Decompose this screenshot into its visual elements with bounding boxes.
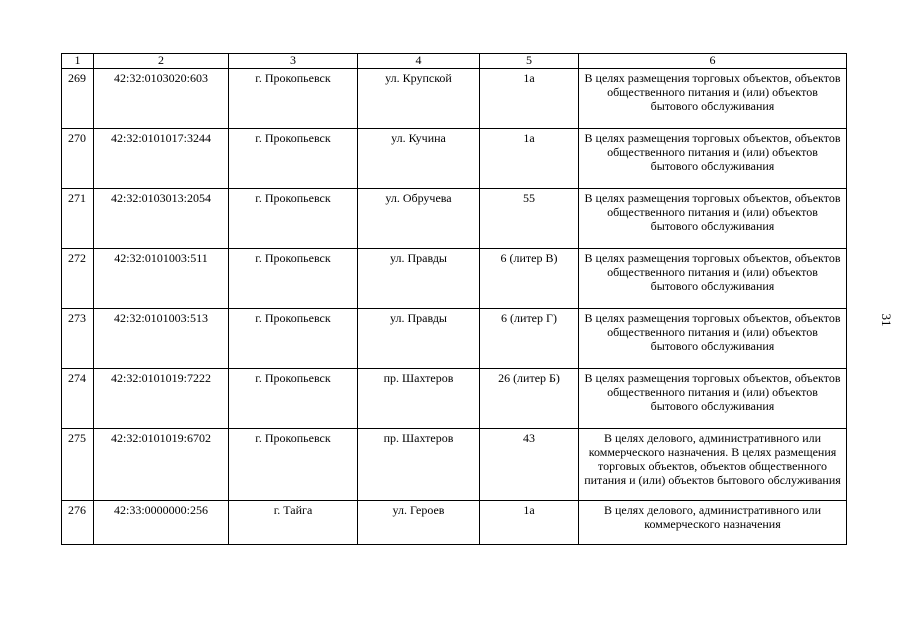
- column-header-4: 4: [358, 54, 480, 69]
- property-table-wrapper: [61, 53, 846, 545]
- purpose-cell: В целях размещения торговых объектов, объектов общественного питания и (или) объектов бытового обслуживания: [579, 189, 847, 249]
- city-cell: г. Прокопьевск: [229, 309, 358, 369]
- house-cell: 1а: [480, 501, 579, 545]
- street-cell: пр. Шахтеров: [358, 429, 480, 501]
- row-number: 274: [62, 369, 94, 429]
- street-cell: ул. Крупской: [358, 69, 480, 129]
- house-cell: 6 (литер Г): [480, 309, 579, 369]
- cadastral-number: 42:33:0000000:256: [94, 501, 229, 545]
- table-row: [62, 369, 847, 429]
- column-header-1: 1: [62, 54, 94, 69]
- street-cell: ул. Обручева: [358, 189, 480, 249]
- street-cell: пр. Шахтеров: [358, 369, 480, 429]
- cadastral-number: 42:32:0103013:2054: [94, 189, 229, 249]
- cadastral-number: 42:32:0101017:3244: [94, 129, 229, 189]
- house-cell: 55: [480, 189, 579, 249]
- purpose-cell: В целях размещения торговых объектов, объектов общественного питания и (или) объектов бытового обслуживания: [579, 369, 847, 429]
- row-number: 273: [62, 309, 94, 369]
- city-cell: г. Прокопьевск: [229, 429, 358, 501]
- table-row: [62, 309, 847, 369]
- row-number: 275: [62, 429, 94, 501]
- street-cell: ул. Правды: [358, 309, 480, 369]
- row-number: 270: [62, 129, 94, 189]
- purpose-cell: В целях размещения торговых объектов, объектов общественного питания и (или) объектов бытового обслуживания: [579, 129, 847, 189]
- purpose-cell: В целях размещения торговых объектов, объектов общественного питания и (или) объектов бытового обслуживания: [579, 69, 847, 129]
- page-number: 31: [879, 313, 894, 327]
- cadastral-number: 42:32:0101003:511: [94, 249, 229, 309]
- cadastral-number: 42:32:0101003:513: [94, 309, 229, 369]
- city-cell: г. Прокопьевск: [229, 249, 358, 309]
- row-number: 276: [62, 501, 94, 545]
- city-cell: г. Прокопьевск: [229, 369, 358, 429]
- house-cell: 1а: [480, 129, 579, 189]
- house-cell: 26 (литер Б): [480, 369, 579, 429]
- city-cell: г. Прокопьевск: [229, 129, 358, 189]
- house-cell: 6 (литер В): [480, 249, 579, 309]
- purpose-cell: В целях делового, административного или коммерческого назначения: [579, 501, 847, 545]
- cadastral-number: 42:32:0101019:7222: [94, 369, 229, 429]
- street-cell: ул. Правды: [358, 249, 480, 309]
- city-cell: г. Прокопьевск: [229, 189, 358, 249]
- property-table: [61, 53, 847, 545]
- table-row: [62, 189, 847, 249]
- table-row: [62, 69, 847, 129]
- street-cell: ул. Кучина: [358, 129, 480, 189]
- purpose-cell: В целях размещения торговых объектов, объектов общественного питания и (или) объектов бытового обслуживания: [579, 249, 847, 309]
- street-cell: ул. Героев: [358, 501, 480, 545]
- purpose-cell: В целях делового, административного или коммерческого назначения. В целях размещения торговых объектов, объектов общественного питания и (или) объектов бытового обслуживания: [579, 429, 847, 501]
- city-cell: г. Прокопьевск: [229, 69, 358, 129]
- cadastral-number: 42:32:0103020:603: [94, 69, 229, 129]
- table-row: [62, 501, 847, 545]
- column-header-5: 5: [480, 54, 579, 69]
- table-header-row: [62, 54, 847, 69]
- house-cell: 1а: [480, 69, 579, 129]
- row-number: 271: [62, 189, 94, 249]
- cadastral-number: 42:32:0101019:6702: [94, 429, 229, 501]
- table-row: [62, 129, 847, 189]
- row-number: 269: [62, 69, 94, 129]
- table-row: [62, 429, 847, 501]
- city-cell: г. Тайга: [229, 501, 358, 545]
- column-header-2: 2: [94, 54, 229, 69]
- purpose-cell: В целях размещения торговых объектов, объектов общественного питания и (или) объектов бытового обслуживания: [579, 309, 847, 369]
- row-number: 272: [62, 249, 94, 309]
- table-row: [62, 249, 847, 309]
- column-header-6: 6: [579, 54, 847, 69]
- column-header-3: 3: [229, 54, 358, 69]
- house-cell: 43: [480, 429, 579, 501]
